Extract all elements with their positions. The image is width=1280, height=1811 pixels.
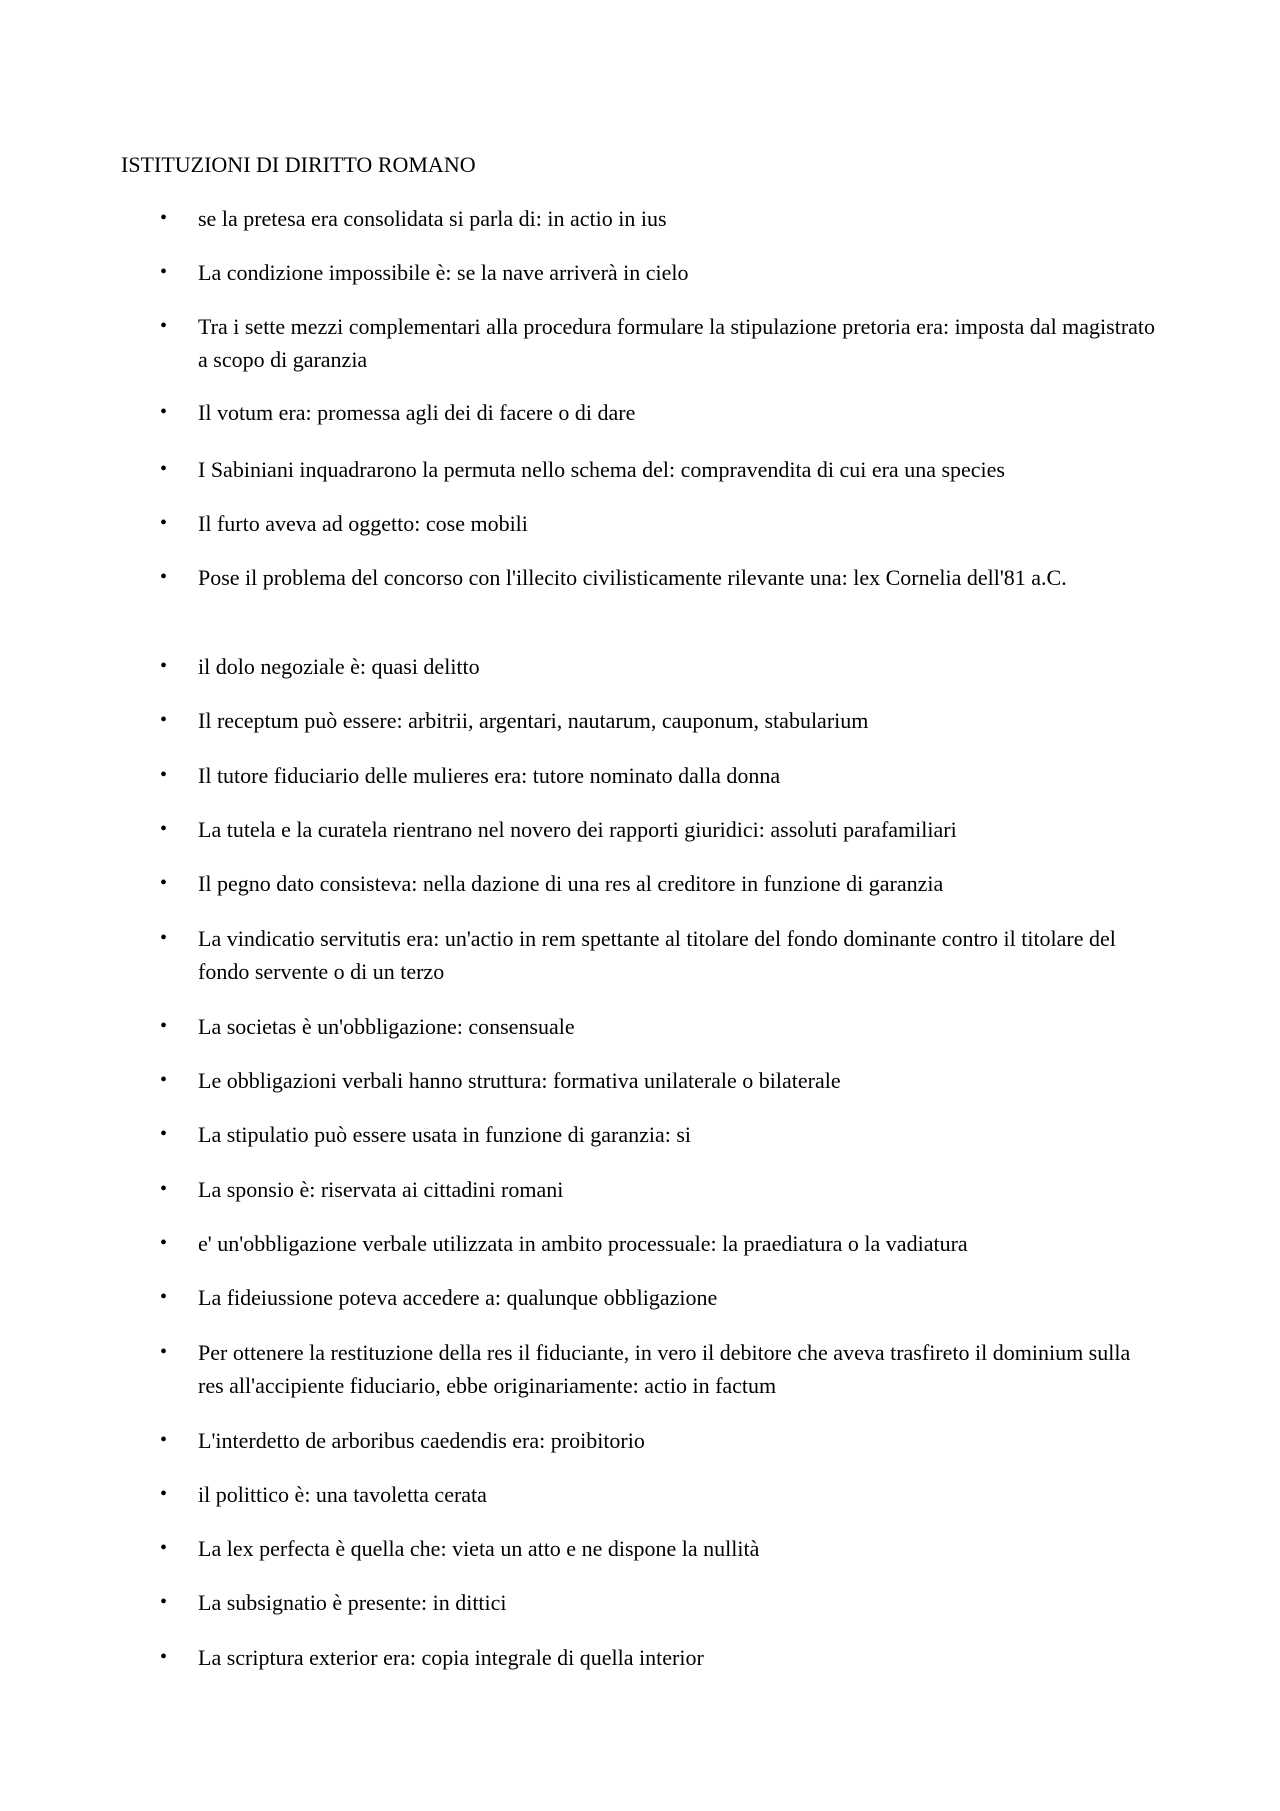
bullet-icon: • [160, 458, 168, 480]
bullet-icon: • [160, 1591, 168, 1613]
list-item-text: La vindicatio servitutis era: un'actio in rem spettante al titolare del fondo dominante contro il titolare del fondo servente o di un terzo [198, 926, 1116, 984]
bullet-icon: • [160, 261, 168, 283]
list-item-text: La lex perfecta è quella che: vieta un atto e ne dispone la nullità [198, 1536, 760, 1561]
list-item-text: Le obbligazioni verbali hanno struttura: formativa unilaterale o bilaterale [198, 1068, 841, 1093]
list-item-text: La societas è un'obbligazione: consensuale [198, 1014, 575, 1039]
list-item-text: e' un'obbligazione verbale utilizzata in ambito processuale: la praediatura o la vadiatura [198, 1231, 968, 1256]
list-item-text: Tra i sette mezzi complementari alla procedura formulare la stipulazione pretoria era: imposta dal magistrato a scopo di garanzia [198, 314, 1156, 372]
list-item-text: Il tutore fiduciario delle mulieres era: tutore nominato dalla donna [198, 763, 781, 788]
bullet-icon: • [160, 1178, 168, 1200]
list-item-text: Il furto aveva ad oggetto: cose mobili [198, 511, 528, 536]
bullet-icon: • [160, 1537, 168, 1559]
list-item-text: se la pretesa era consolidata si parla di: in actio in ius [198, 206, 667, 231]
list-item-text: Il votum era: promessa agli dei di facere o di dare [198, 400, 636, 425]
bullet-icon: • [160, 566, 168, 588]
bullet-icon: • [160, 401, 168, 423]
list-item-text: L'interdetto de arboribus caedendis era: proibitorio [198, 1428, 645, 1453]
list-item-text: La sponsio è: riservata ai cittadini romani [198, 1177, 564, 1202]
bullet-icon: • [160, 1015, 168, 1037]
bullet-icon: • [160, 655, 168, 677]
bullet-icon: • [160, 1286, 168, 1308]
list-item-text: La fideiussione poteva accedere a: qualunque obbligazione [198, 1285, 718, 1310]
bullet-icon: • [160, 1341, 168, 1363]
list-item-text: I Sabiniani inquadrarono la permuta nello schema del: compravendita di cui era una species [198, 457, 1005, 482]
list-item-text: Il receptum può essere: arbitrii, argentari, nautarum, cauponum, stabularium [198, 708, 869, 733]
list-item-text: il polittico è: una tavoletta cerata [198, 1482, 487, 1507]
bullet-icon: • [160, 709, 168, 731]
bullet-icon: • [160, 872, 168, 894]
list-item-text: Il pegno dato consisteva: nella dazione di una res al creditore in funzione di garanzia [198, 871, 944, 896]
list-item-text: La subsignatio è presente: in dittici [198, 1590, 507, 1615]
list-item-text: La scriptura exterior era: copia integrale di quella interior [198, 1645, 704, 1670]
bullet-icon: • [160, 1123, 168, 1145]
bullet-icon: • [160, 1429, 168, 1451]
bullet-icon: • [160, 1232, 168, 1254]
bullet-icon: • [160, 1483, 168, 1505]
list-item-text: Per ottenere la restituzione della res il fiduciante, in vero il debitore che aveva trasfireto il dominium sulla res all'accipiente fiduciario, ebbe originariamente: actio in factum [198, 1340, 1131, 1398]
bullet-icon: • [160, 315, 168, 337]
bullet-icon: • [160, 512, 168, 534]
list-item-text: il dolo negoziale è: quasi delitto [198, 654, 480, 679]
bullet-icon: • [160, 1646, 168, 1668]
bullet-icon: • [160, 764, 168, 786]
list-item-text: La tutela e la curatela rientrano nel novero dei rapporti giuridici: assoluti parafamiliari [198, 817, 957, 842]
document-title: ISTITUZIONI DI DIRITTO ROMANO [121, 152, 476, 177]
bullet-icon: • [160, 1069, 168, 1091]
bullet-icon: • [160, 818, 168, 840]
bullet-icon: • [160, 927, 168, 949]
list-item-text: La stipulatio può essere usata in funzione di garanzia: si [198, 1122, 692, 1147]
bullet-icon: • [160, 207, 168, 229]
list-item-text: Pose il problema del concorso con l'illecito civilisticamente rilevante una: lex Cornelia dell'81 a.C. [198, 565, 1067, 590]
list-item-text: La condizione impossibile è: se la nave arriverà in cielo [198, 260, 689, 285]
